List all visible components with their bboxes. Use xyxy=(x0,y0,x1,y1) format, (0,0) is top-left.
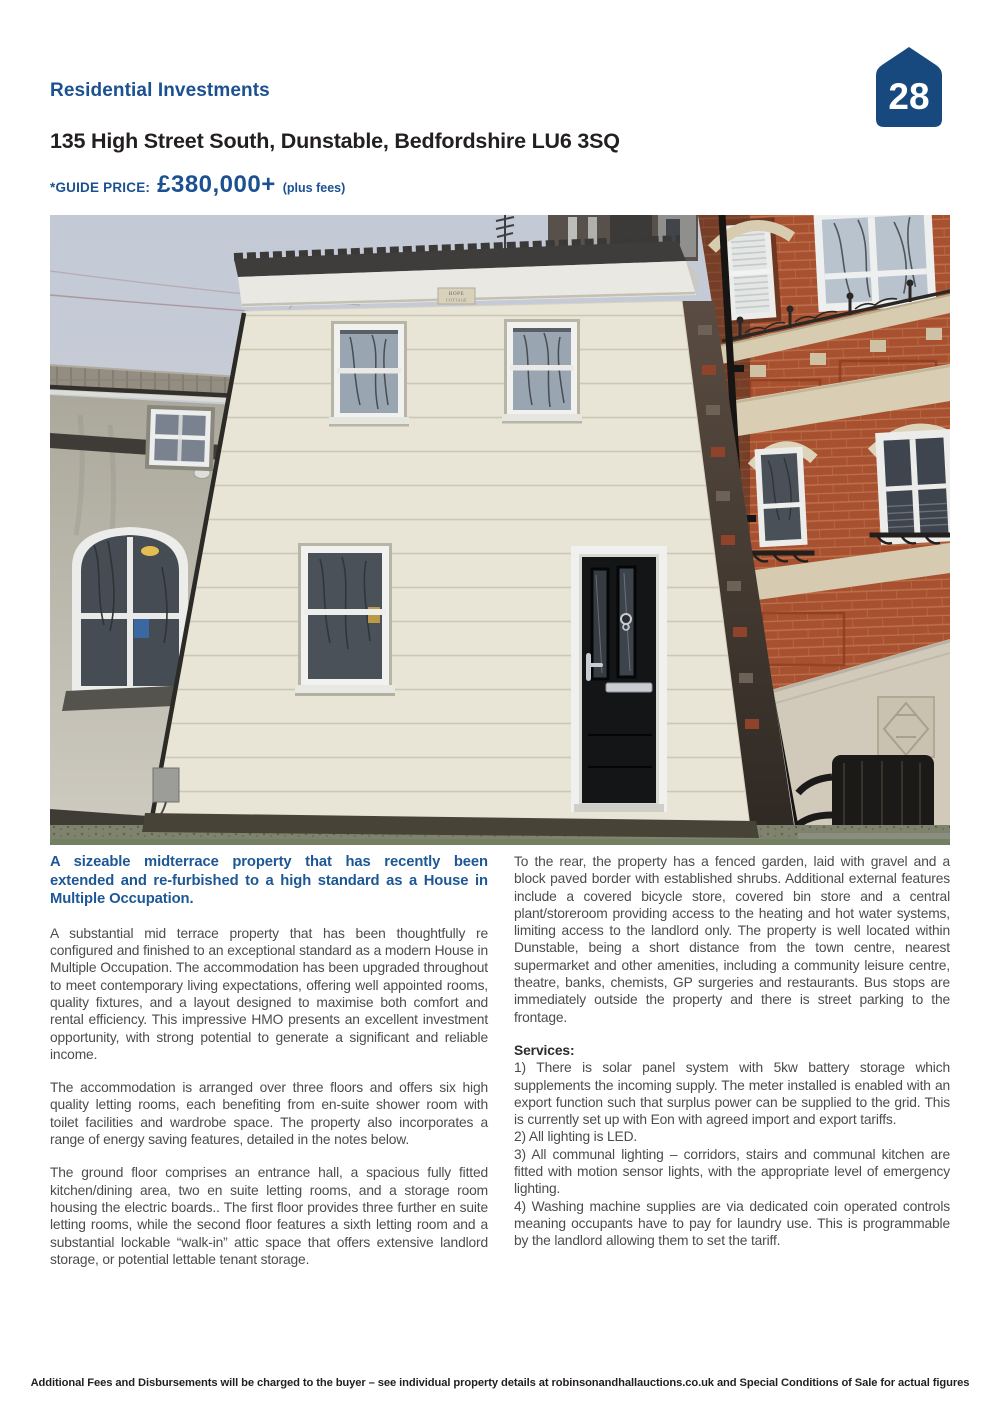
neighbour-arched-window xyxy=(72,527,188,695)
service-item: 2) All lighting is LED. xyxy=(514,1129,638,1145)
front-door xyxy=(571,546,667,812)
section-label: Residential Investments xyxy=(50,80,270,101)
svg-text:COTTAGE: COTTAGE xyxy=(445,297,468,303)
svg-text:HOPE: HOPE xyxy=(448,292,465,297)
guide-price-label: *GUIDE PRICE: xyxy=(50,180,151,195)
description-column-right xyxy=(514,853,950,1250)
guide-price-suffix: (plus fees) xyxy=(282,181,346,195)
lot-number: 28 xyxy=(888,76,930,117)
guide-price-value: £380,000+ xyxy=(157,171,276,198)
guide-price-line xyxy=(50,171,345,199)
letter-plate xyxy=(606,683,652,692)
page-title-address: 135 High Street South, Dunstable, Bedfordshire LU6 3SQ xyxy=(50,129,620,153)
body-paragraph: The ground floor comprises an entrance hall, a spacious fully fitted kitchen/dining area, two en suite letting rooms, and a storage room housing the electric boards.. The first floor provides three further en suite letting rooms, while the second floor features a sixth letting room and a substantial lockable “walk-in” attic space that offers extensive landlord storage, or potential lettable tenant storage. xyxy=(50,1165,488,1267)
subject-house xyxy=(150,239,750,827)
door-knocker xyxy=(621,614,631,624)
meter-box xyxy=(153,768,179,802)
ground-floor-window xyxy=(295,543,395,696)
plaster-ornament xyxy=(878,697,934,757)
body-paragraph: The accommodation is arranged over three floors and offers six high quality letting rooms, each benefiting from en-suite shower room with toilet facilities and wardrobe space. The property also incorporates a range of energy saving features, detailed in the notes below. xyxy=(50,1080,488,1148)
services-heading: Services: xyxy=(514,1042,575,1058)
description-column-left xyxy=(50,853,488,1284)
lot-number-badge xyxy=(874,46,944,129)
footer-disclaimer: Additional Fees and Disbursements will be charged to the buyer – see individual property details at robinsonandhallauctions.co.uk and Special Conditions of Sale for actual figures xyxy=(30,1377,970,1389)
body-paragraph: To the rear, the property has a fenced garden, laid with gravel and a block paved border with established shrubs. Additional external features include a covered bicycle store, covered bin store and a central plant/storeroom providing access to the heating and hot water systems, limiting access to the landlord only. The property is well located within Dunstable, being a short distance from the town centre, nearest supermarket and other amenities, including a community leisure centre, theatre, banks, chemists, GP surgeries and restaurants. Bus stops are immediately outside the property and there is street parking to the frontage. xyxy=(514,854,950,1025)
service-item: 1) There is solar panel system with 5kw battery storage which supplements the incoming supply. The meter installed is enabled with an export function such that surplus power can be supplied to the grid. This is currently set up with Eon with agreed import and export tariffs. xyxy=(514,1060,950,1128)
neighbour-upper-window xyxy=(145,405,215,471)
body-paragraph: A substantial mid terrace property that has been thoughtfully re configured and finished to an exceptional standard as a modern House in Multiple Occupation. The accommodation has been upgraded throughout to meet contemporary living expectations, offering well appointed rooms, quality fixtures, and a layout designed to maximise both comfort and rental efficiency. This impressive HMO presents an excellent investment opportunity, with strong potential to generate a significant and reliable income. xyxy=(50,925,488,1062)
description-intro: A sizeable midterrace property that has recently been extended and re-furbished to a high standard as a House in Multiple Occupation. xyxy=(50,854,488,908)
upper-right-window xyxy=(502,319,582,424)
service-item: 4) Washing machine supplies are via dedicated coin operated controls meaning occupants have to pay for laundry use. This is programmable by the landlord allowing them to set the tariff. xyxy=(514,1198,950,1249)
service-item: 3) All communal lighting – corridors, stairs and communal kitchen are fitted with motion sensor lights, with the appropriate level of emergency lighting. xyxy=(514,1146,950,1197)
house-badge-icon xyxy=(874,46,944,129)
upper-left-window xyxy=(329,321,409,427)
property-photo xyxy=(50,215,950,845)
house-name-plaque xyxy=(438,288,475,304)
